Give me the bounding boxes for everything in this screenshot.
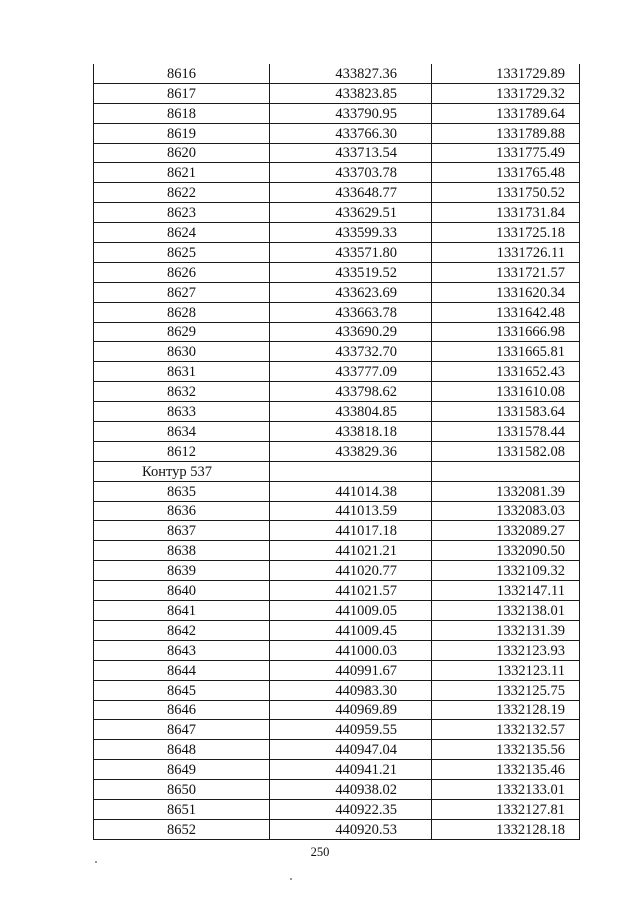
y-coordinate-cell: 1332147.11	[432, 581, 580, 601]
point-number-cell: 8638	[94, 541, 270, 561]
y-coordinate-cell: 1332125.75	[432, 680, 580, 700]
point-number-cell: 8632	[94, 382, 270, 402]
point-number-cell: 8635	[94, 481, 270, 501]
y-coordinate-cell: 1331582.08	[432, 441, 580, 461]
x-coordinate-cell: 440941.21	[270, 760, 432, 780]
table-row	[94, 64, 580, 83]
table-row	[94, 760, 580, 780]
y-coordinate-cell: 1332090.50	[432, 541, 580, 561]
point-number-cell: 8645	[94, 680, 270, 700]
x-coordinate-cell: 433599.33	[270, 223, 432, 243]
y-coordinate-cell: 1332081.39	[432, 481, 580, 501]
y-coordinate-cell: 1332135.46	[432, 760, 580, 780]
point-number-cell: 8647	[94, 720, 270, 740]
y-coordinate-cell: 1331729.32	[432, 83, 580, 103]
table-row	[94, 501, 580, 521]
table-row	[94, 640, 580, 660]
x-coordinate-cell: 433798.62	[270, 382, 432, 402]
scan-speck	[95, 861, 97, 863]
x-coordinate-cell: 441021.57	[270, 581, 432, 601]
empty-cell	[432, 461, 580, 481]
scan-speck	[290, 878, 292, 880]
point-number-cell: 8642	[94, 620, 270, 640]
x-coordinate-cell: 440991.67	[270, 660, 432, 680]
point-number-cell: 8633	[94, 402, 270, 422]
y-coordinate-cell: 1332109.32	[432, 561, 580, 581]
table-row	[94, 660, 580, 680]
point-number-cell: 8625	[94, 243, 270, 263]
coordinates-table-body	[94, 64, 580, 839]
table-row	[94, 441, 580, 461]
point-number-cell: 8650	[94, 780, 270, 800]
table-row	[94, 720, 580, 740]
point-number-cell: 8634	[94, 422, 270, 442]
table-row	[94, 402, 580, 422]
x-coordinate-cell: 433766.30	[270, 123, 432, 143]
table-row	[94, 780, 580, 800]
y-coordinate-cell: 1331610.08	[432, 382, 580, 402]
point-number-cell: 8617	[94, 83, 270, 103]
y-coordinate-cell: 1331652.43	[432, 362, 580, 382]
x-coordinate-cell: 440922.35	[270, 799, 432, 819]
x-coordinate-cell: 433623.69	[270, 282, 432, 302]
table-row	[94, 203, 580, 223]
table-row	[94, 282, 580, 302]
table-row	[94, 561, 580, 581]
table-row	[94, 620, 580, 640]
x-coordinate-cell: 440920.53	[270, 819, 432, 839]
y-coordinate-cell: 1331775.49	[432, 143, 580, 163]
y-coordinate-cell: 1331765.48	[432, 163, 580, 183]
table-row	[94, 799, 580, 819]
point-number-cell: 8643	[94, 640, 270, 660]
table-row	[94, 143, 580, 163]
y-coordinate-cell: 1332127.81	[432, 799, 580, 819]
contour-header-row	[94, 461, 580, 481]
table-row	[94, 521, 580, 541]
point-number-cell: 8644	[94, 660, 270, 680]
table-row	[94, 163, 580, 183]
y-coordinate-cell: 1331750.52	[432, 183, 580, 203]
coordinates-table	[93, 64, 580, 840]
y-coordinate-cell: 1332138.01	[432, 601, 580, 621]
x-coordinate-cell: 440938.02	[270, 780, 432, 800]
point-number-cell: 8619	[94, 123, 270, 143]
x-coordinate-cell: 433690.29	[270, 322, 432, 342]
x-coordinate-cell: 441009.45	[270, 620, 432, 640]
x-coordinate-cell: 441021.21	[270, 541, 432, 561]
y-coordinate-cell: 1332123.93	[432, 640, 580, 660]
x-coordinate-cell: 441014.38	[270, 481, 432, 501]
y-coordinate-cell: 1331665.81	[432, 342, 580, 362]
y-coordinate-cell: 1331666.98	[432, 322, 580, 342]
point-number-cell: 8649	[94, 760, 270, 780]
table-row	[94, 223, 580, 243]
point-number-cell: 8616	[94, 64, 270, 83]
table-row	[94, 243, 580, 263]
table-row	[94, 541, 580, 561]
empty-cell	[270, 461, 432, 481]
y-coordinate-cell: 1332128.19	[432, 700, 580, 720]
table-row	[94, 601, 580, 621]
y-coordinate-cell: 1332135.56	[432, 740, 580, 760]
contour-label: Контур 537	[94, 461, 270, 481]
y-coordinate-cell: 1331725.18	[432, 223, 580, 243]
x-coordinate-cell: 433648.77	[270, 183, 432, 203]
table-row	[94, 342, 580, 362]
x-coordinate-cell: 441017.18	[270, 521, 432, 541]
point-number-cell: 8628	[94, 302, 270, 322]
table-row	[94, 183, 580, 203]
x-coordinate-cell: 433777.09	[270, 362, 432, 382]
y-coordinate-cell: 1331620.34	[432, 282, 580, 302]
y-coordinate-cell: 1331578.44	[432, 422, 580, 442]
coordinates-table-container	[93, 64, 579, 840]
point-number-cell: 8622	[94, 183, 270, 203]
y-coordinate-cell: 1332123.11	[432, 660, 580, 680]
x-coordinate-cell: 433519.52	[270, 262, 432, 282]
point-number-cell: 8636	[94, 501, 270, 521]
table-row	[94, 581, 580, 601]
point-number-cell: 8641	[94, 601, 270, 621]
table-row	[94, 422, 580, 442]
point-number-cell: 8627	[94, 282, 270, 302]
table-row	[94, 819, 580, 839]
x-coordinate-cell: 433703.78	[270, 163, 432, 183]
x-coordinate-cell: 433823.85	[270, 83, 432, 103]
x-coordinate-cell: 440969.89	[270, 700, 432, 720]
table-row	[94, 322, 580, 342]
x-coordinate-cell: 441013.59	[270, 501, 432, 521]
table-row	[94, 382, 580, 402]
table-row	[94, 262, 580, 282]
y-coordinate-cell: 1331642.48	[432, 302, 580, 322]
x-coordinate-cell: 433663.78	[270, 302, 432, 322]
y-coordinate-cell: 1332089.27	[432, 521, 580, 541]
y-coordinate-cell: 1331721.57	[432, 262, 580, 282]
x-coordinate-cell: 433732.70	[270, 342, 432, 362]
point-number-cell: 8630	[94, 342, 270, 362]
point-number-cell: 8637	[94, 521, 270, 541]
x-coordinate-cell: 440959.55	[270, 720, 432, 740]
point-number-cell: 8631	[94, 362, 270, 382]
point-number-cell: 8612	[94, 441, 270, 461]
y-coordinate-cell: 1331729.89	[432, 64, 580, 83]
x-coordinate-cell: 433818.18	[270, 422, 432, 442]
y-coordinate-cell: 1331583.64	[432, 402, 580, 422]
x-coordinate-cell: 433829.36	[270, 441, 432, 461]
point-number-cell: 8640	[94, 581, 270, 601]
x-coordinate-cell: 433827.36	[270, 64, 432, 83]
y-coordinate-cell: 1331731.84	[432, 203, 580, 223]
table-row	[94, 103, 580, 123]
x-coordinate-cell: 433804.85	[270, 402, 432, 422]
table-row	[94, 123, 580, 143]
table-row	[94, 83, 580, 103]
x-coordinate-cell: 441020.77	[270, 561, 432, 581]
table-row	[94, 362, 580, 382]
table-row	[94, 481, 580, 501]
x-coordinate-cell: 433629.51	[270, 203, 432, 223]
x-coordinate-cell: 441009.05	[270, 601, 432, 621]
x-coordinate-cell: 441000.03	[270, 640, 432, 660]
point-number-cell: 8639	[94, 561, 270, 581]
point-number-cell: 8618	[94, 103, 270, 123]
point-number-cell: 8646	[94, 700, 270, 720]
x-coordinate-cell: 433713.54	[270, 143, 432, 163]
table-row	[94, 700, 580, 720]
y-coordinate-cell: 1331789.88	[432, 123, 580, 143]
x-coordinate-cell: 440947.04	[270, 740, 432, 760]
x-coordinate-cell: 433790.95	[270, 103, 432, 123]
y-coordinate-cell: 1332131.39	[432, 620, 580, 640]
x-coordinate-cell: 433571.80	[270, 243, 432, 263]
point-number-cell: 8624	[94, 223, 270, 243]
y-coordinate-cell: 1331789.64	[432, 103, 580, 123]
point-number-cell: 8652	[94, 819, 270, 839]
table-row	[94, 740, 580, 760]
point-number-cell: 8626	[94, 262, 270, 282]
table-row	[94, 680, 580, 700]
point-number-cell: 8629	[94, 322, 270, 342]
point-number-cell: 8623	[94, 203, 270, 223]
page-number: 250	[310, 845, 330, 859]
point-number-cell: 8651	[94, 799, 270, 819]
y-coordinate-cell: 1332083.03	[432, 501, 580, 521]
point-number-cell: 8620	[94, 143, 270, 163]
y-coordinate-cell: 1331726.11	[432, 243, 580, 263]
y-coordinate-cell: 1332133.01	[432, 780, 580, 800]
y-coordinate-cell: 1332132.57	[432, 720, 580, 740]
point-number-cell: 8648	[94, 740, 270, 760]
point-number-cell: 8621	[94, 163, 270, 183]
x-coordinate-cell: 440983.30	[270, 680, 432, 700]
y-coordinate-cell: 1332128.18	[432, 819, 580, 839]
table-row	[94, 302, 580, 322]
